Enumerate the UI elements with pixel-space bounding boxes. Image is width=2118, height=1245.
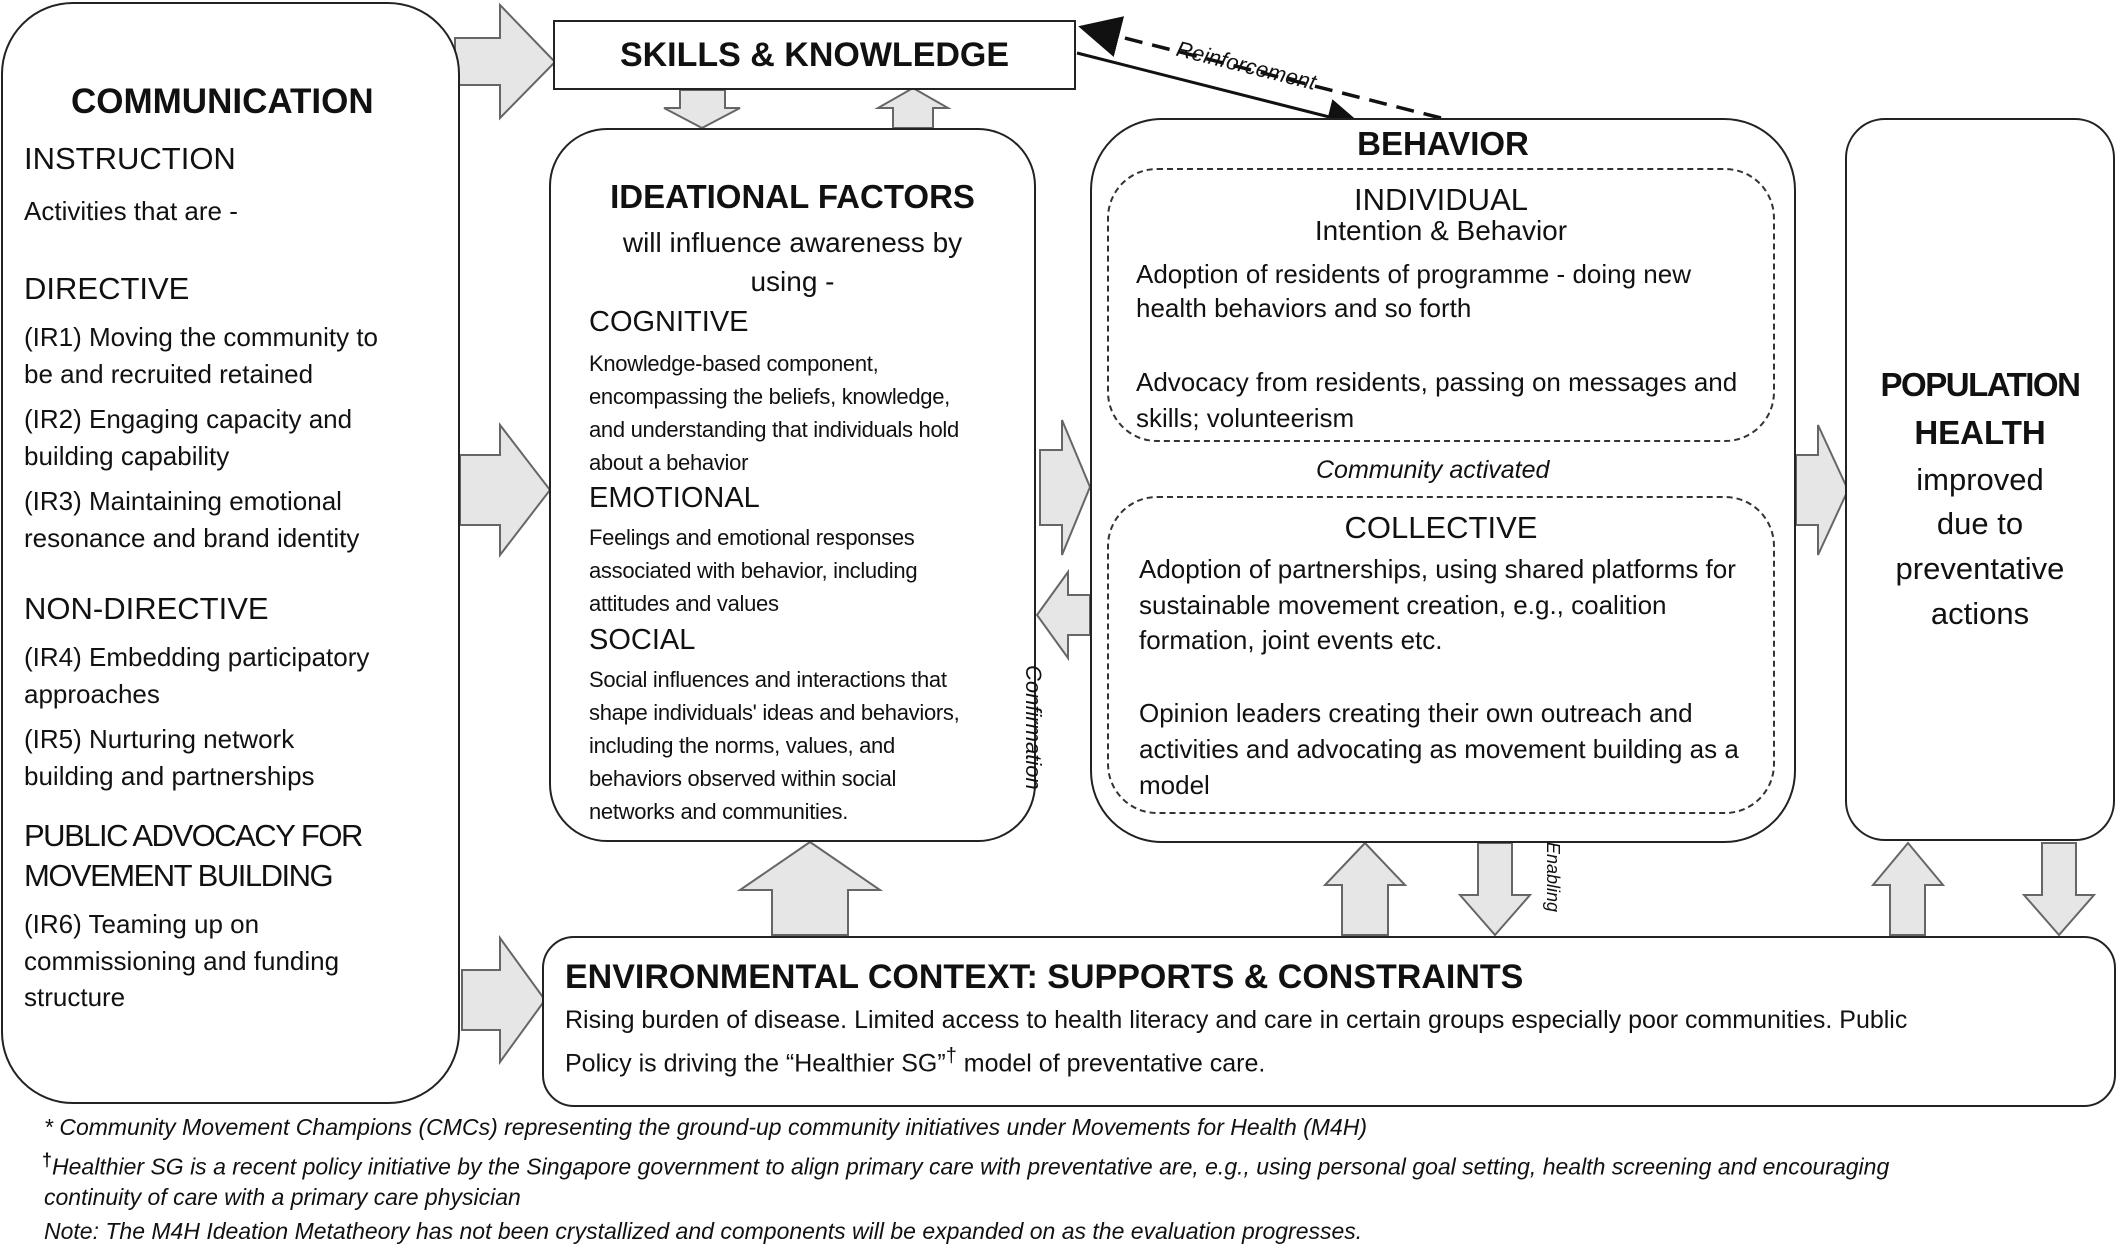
collective-line4: Opinion leaders creating their own outreach and [1139,698,1693,728]
reinforcement-label: Reinforcement [1173,36,1319,95]
ir6-line1: (IR6) Teaming up on [24,909,260,939]
social-line2: shape individuals' ideas and behaviors, [589,700,960,725]
arrow-ideational-to-skills [878,88,948,128]
advocacy-heading-line1: PUBLIC ADVOCACY FOR [24,818,362,853]
ir4-line2: approaches [24,679,160,709]
cognitive-line2: encompassing the beliefs, knowledge, [589,384,950,409]
collective-line3: formation, joint events etc. [1139,625,1443,655]
advocacy-heading-line2: MOVEMENT BUILDING [24,858,333,893]
individual-line1: Adoption of residents of programme - doing new [1136,259,1691,289]
population-sub-line1: improved [1916,462,2044,497]
individual-line2: health behaviors and so forth [1136,293,1472,323]
ir3-line1: (IR3) Maintaining emotional [24,486,342,516]
social-line4: behaviors observed within social [589,766,897,791]
arrow-env-to-behavior [1325,843,1405,935]
collective-line1: Adoption of partnerships, using shared platforms for [1139,554,1736,584]
social-heading: SOCIAL [589,624,696,656]
cognitive-line3: and understanding that individuals hold [589,417,959,442]
arrow-env-to-population [1873,843,1943,935]
emotional-line3: attitudes and values [589,591,779,616]
ir3-line2: resonance and brand identity [24,523,360,553]
social-line3: including the norms, values, and [589,733,895,758]
enabling-label: Enabling [1543,842,1563,913]
non-directive-heading: NON-DIRECTIVE [24,591,269,626]
emotional-heading: EMOTIONAL [589,482,760,514]
emotional-line1: Feelings and emotional responses [589,525,915,550]
cognitive-line1: Knowledge-based component, [589,351,879,376]
collective-line5: activities and advocating as movement building as a [1139,734,1739,764]
cognitive-line4: about a behavior [589,450,749,475]
cognitive-heading: COGNITIVE [589,306,749,338]
ideational-subtitle-line2: using - [750,266,835,297]
footnote-healthier-sg-line2: continuity of care with a primary care physician [44,1184,521,1210]
population-sub-line3: preventative [1895,551,2065,586]
arrow-comm-to-skills [455,5,555,118]
population-sub-line4: actions [1930,596,2030,631]
confirmation-label: Confirmation [1021,665,1046,790]
footnote-healthier-sg-line1 [42,1150,1889,1181]
ir5-line2: building and partnerships [24,761,315,791]
skills-knowledge-title: SKILLS & KNOWLEDGE [619,36,1010,74]
individual-heading: INDIVIDUAL [1354,182,1528,217]
environment-line2-end: model of preventative care. [956,1049,1266,1078]
ir2-line1: (IR2) Engaging capacity and [24,404,353,434]
individual-line4: skills; volunteerism [1136,403,1355,433]
environment-line1: Rising burden of disease. Limited access to health literacy and care in certain groups especially poor communities. Public [565,1006,1908,1034]
community-activated-label: Community activated [1316,456,1550,484]
environment-title: ENVIRONMENTAL CONTEXT: SUPPORTS & CONSTRAINTS [565,958,1524,996]
arrow-comm-to-environment [462,938,545,1062]
ideational-title: IDEATIONAL FACTORS [610,178,975,215]
social-line5: networks and communities. [589,799,849,824]
ir4-line1: (IR4) Embedding participatory [24,642,370,672]
ir2-line2: building capability [24,441,230,471]
ir5-line1: (IR5) Nurturing network [24,724,295,754]
ir6-line2: commissioning and funding [24,946,340,976]
collective-line2: sustainable movement creation, e.g., coalition [1139,590,1667,620]
instruction-heading: INSTRUCTION [24,141,236,176]
communication-title: COMMUNICATION [71,82,374,121]
footnote-healthier-sg-text: Healthier SG is a recent policy initiative by the Singapore government to align primary care with preventative are, e.g., using personal goal setting, health screening and encouraging [52,1153,1890,1180]
ir1-line1: (IR1) Moving the community to [24,322,379,352]
environment-line2 [565,1038,1265,1081]
dagger-mark: † [945,1045,957,1067]
arrow-population-to-env [2024,843,2094,935]
arrow-behavior-to-population [1796,425,1848,555]
arrow-skills-to-ideational [664,90,740,128]
arrow-ideational-to-behavior [1040,420,1090,555]
ir1-line2: be and recruited retained [24,359,314,389]
population-title-line2: HEALTH [1914,414,2046,451]
collective-line6: model [1139,770,1210,800]
directive-heading: DIRECTIVE [24,271,190,306]
population-sub-line2: due to [1936,506,2024,541]
ideational-subtitle-line1: will influence awareness by [622,227,963,258]
footnote-note: Note: The M4H Ideation Metatheory has not been crystallized and components will be expanded on as the evaluation progresses. [44,1218,1363,1244]
footnote-cmc: * Community Movement Champions (CMCs) representing the ground-up community initiatives under Movements for Health (M4H) [44,1114,1368,1140]
social-line1: Social influences and interactions that [589,667,947,692]
footnote-dagger: † [42,1150,53,1170]
intention-subheading: Intention & Behavior [1314,215,1568,246]
behavior-title: BEHAVIOR [1357,125,1529,162]
arrow-behavior-to-env [1460,843,1530,935]
arrow-comm-to-ideational [460,425,550,555]
arrow-behavior-to-ideational [1037,572,1090,658]
individual-line3: Advocacy from residents, passing on messages and [1136,367,1738,397]
emotional-line2: associated with behavior, including [589,558,918,583]
population-title-line1: POPULATION [1880,366,2080,403]
arrow-env-to-ideational [740,842,880,935]
ir6-line3: structure [24,982,126,1012]
environment-line2-start: Policy is driving the “Healthier SG” [565,1049,946,1078]
activities-text: Activities that are - [24,196,238,226]
collective-heading: COLLECTIVE [1344,510,1538,545]
